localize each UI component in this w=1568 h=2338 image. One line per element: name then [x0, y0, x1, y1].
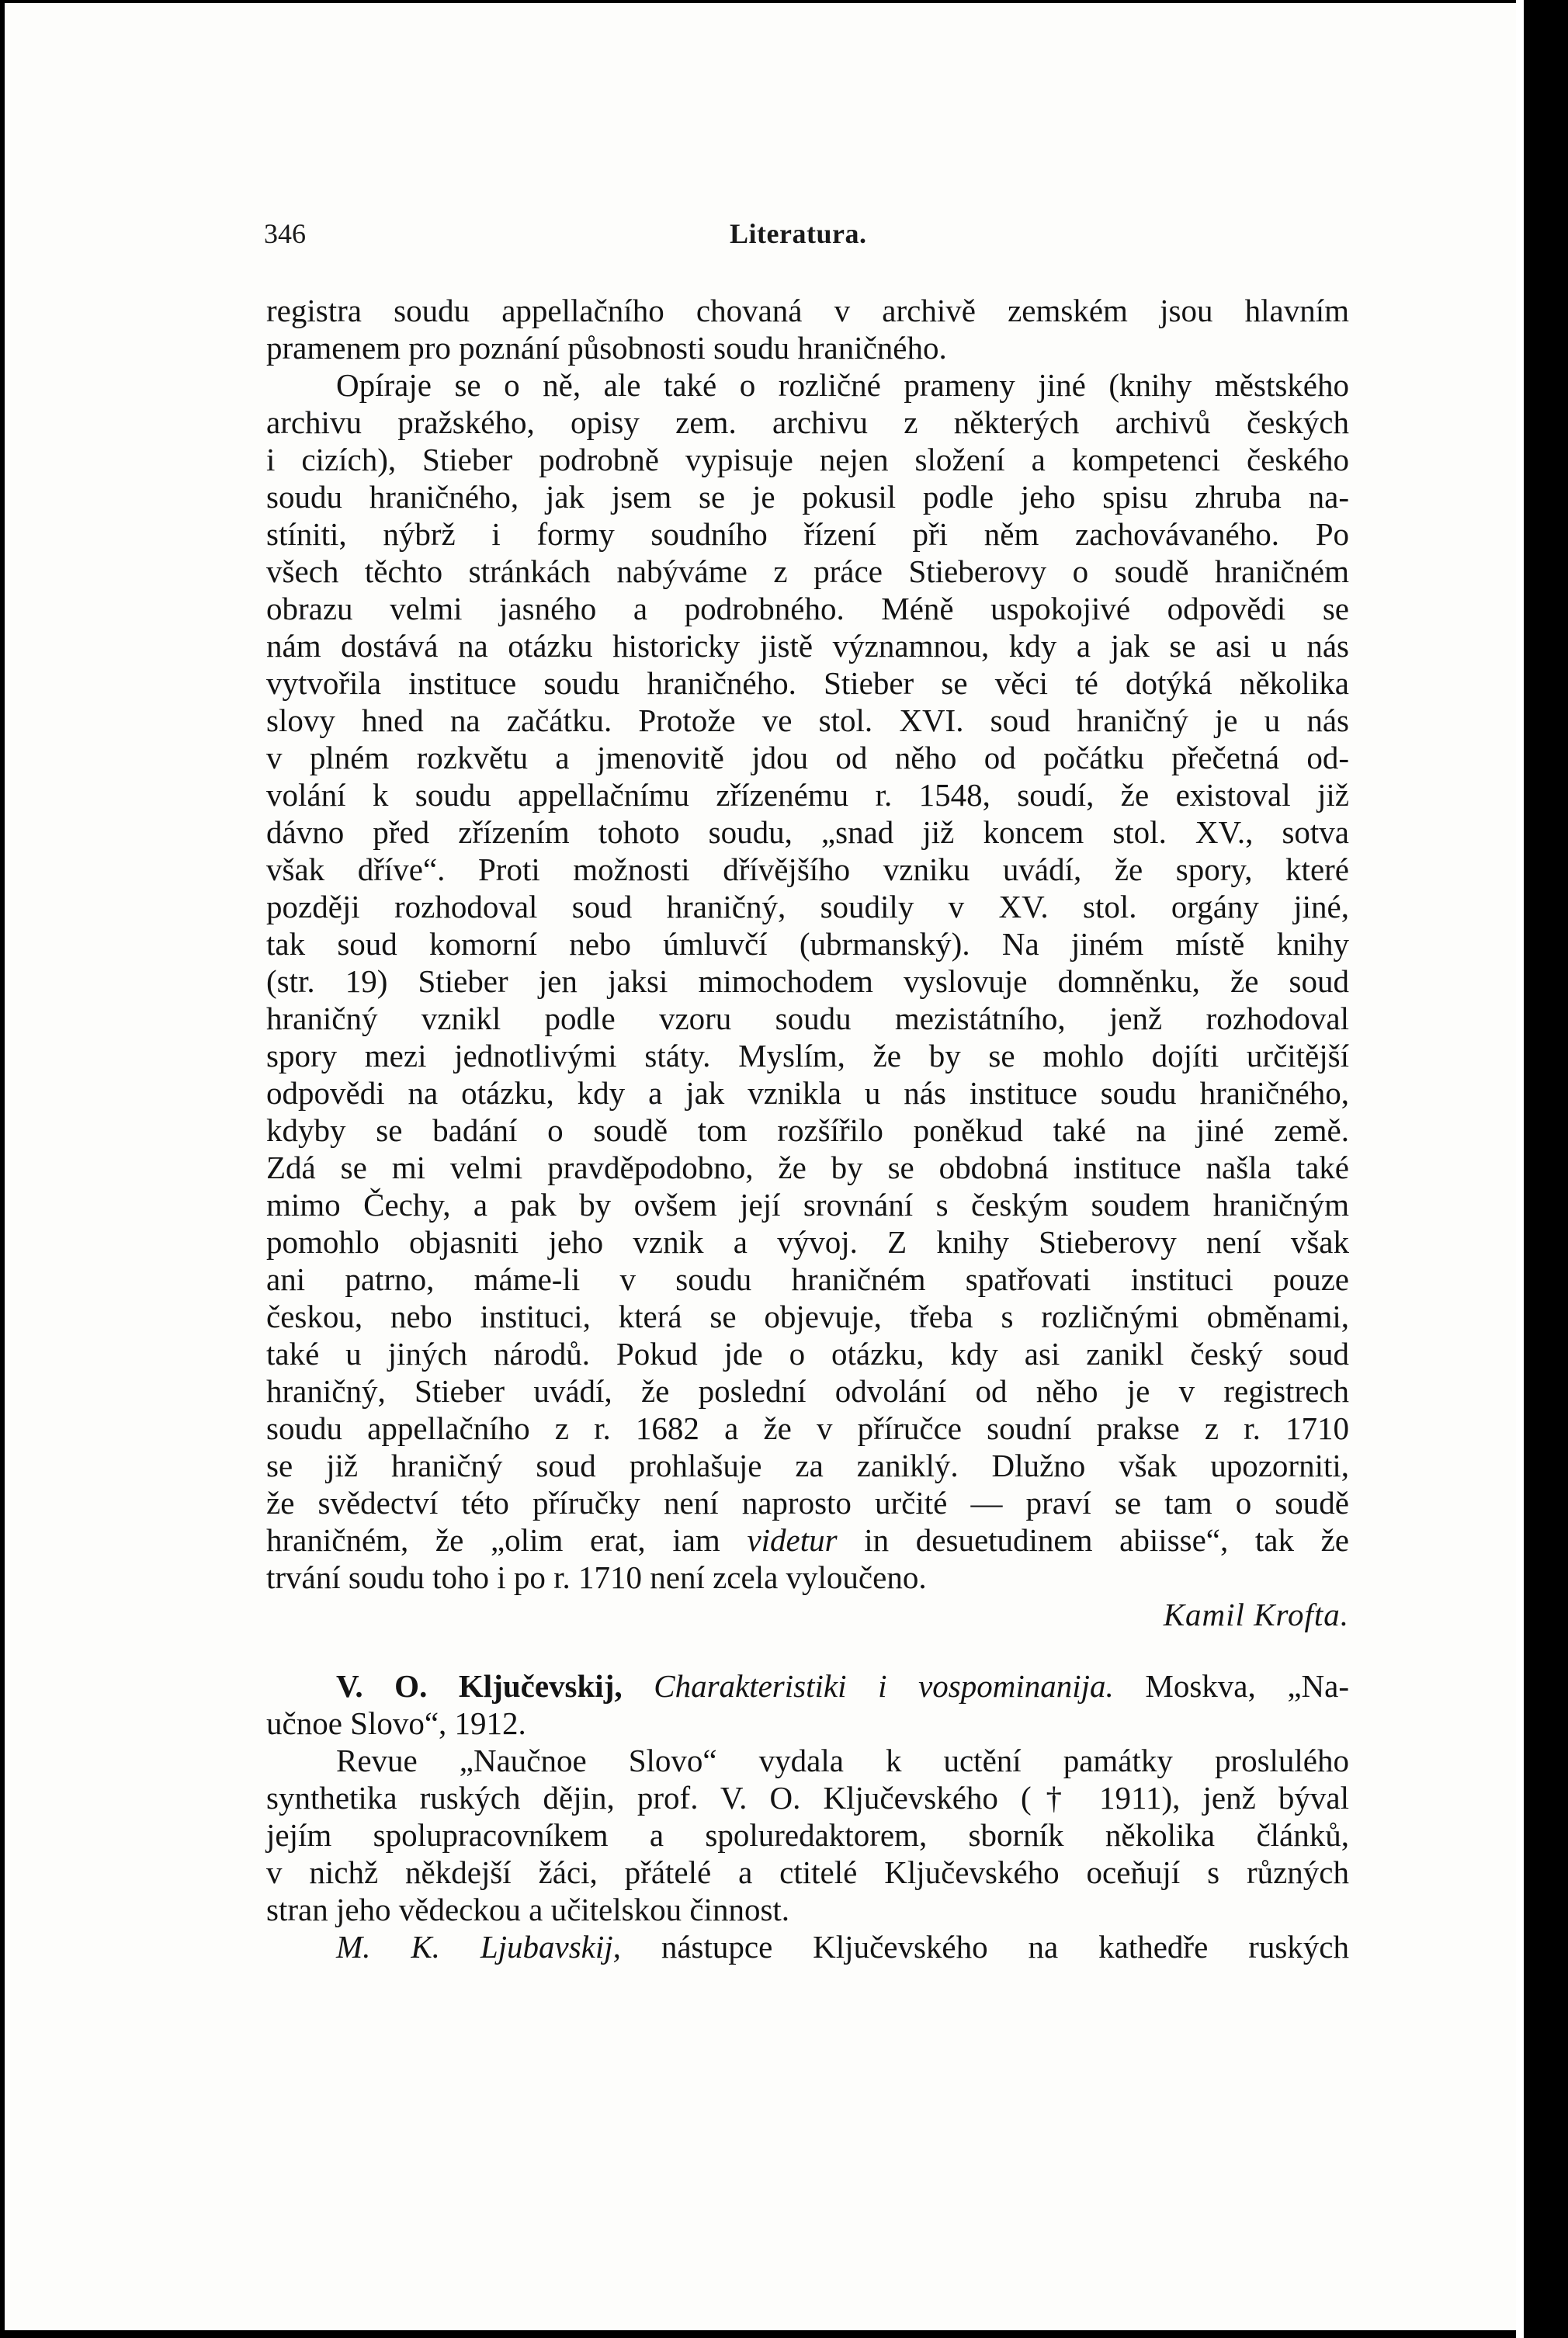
text-line: obrazu velmi jasného a podrobného. Méně uspokojivé odpovědi se — [266, 591, 1349, 626]
bibliographic-entry — [266, 1667, 1349, 1705]
text-line: v nichž někdejší žáci, přátelé a ctitelé Ključevského oceňují s různých — [266, 1854, 1349, 1890]
section-title: Literatura. — [730, 218, 867, 249]
text-line: českou, nebo instituci, která se objevuje, třeba s rozličnými obměnami, — [266, 1299, 1349, 1334]
text-line: dávno před zřízením tohoto soudu, „snad již koncem stol. XV., sotva — [266, 814, 1349, 850]
text-fragment: nástupce Ključevského na kathedře ruských — [661, 1929, 1350, 1965]
text-line: že svědectví této příručky není naprosto určité — praví se tam o soudě — [266, 1485, 1349, 1521]
text-line: však dříve“. Proti možnosti dřívějšího vzniku uvádí, že spory, které — [266, 852, 1349, 887]
bibliographic-entry-cont: učnoe Slovo“, 1912. — [266, 1705, 526, 1741]
cited-author: M. K. Ljubavskij, — [336, 1929, 621, 1965]
running-head — [264, 217, 1351, 264]
text-line: synthetika ruských dějin, prof. V. O. Ključevského († 1911), jenž býval — [266, 1780, 1349, 1816]
text-line: hraničný, Stieber uvádí, že poslední odvolání od něho je v registrech — [266, 1373, 1349, 1409]
text-line: spory mezi jednotlivými státy. Myslím, že by se mohlo dojíti určitější — [266, 1038, 1349, 1074]
text-line: stran jeho vědeckou a učitelskou činnost. — [266, 1892, 790, 1927]
latin-italic-word: videtur — [747, 1522, 838, 1558]
text-fragment: hraničném, že „olim erat, iam — [266, 1522, 748, 1558]
text-line: vytvořila instituce soudu hraničného. Stieber se věci té dotýká několika — [266, 665, 1349, 701]
text-line: také u jiných národů. Pokud jde o otázku, kdy asi zanikl český soud — [266, 1336, 1349, 1372]
section-gap — [266, 1633, 1349, 1667]
text-line — [266, 1928, 1349, 1965]
text-line: pomohlo objasniti jeho vznik a vývoj. Z knihy Stieberovy není však — [266, 1224, 1349, 1260]
text-line: trvání soudu toho i po r. 1710 není zcela vyloučeno. — [266, 1559, 927, 1595]
book-title: Charakteristiki i vospominanija. — [654, 1668, 1114, 1704]
text-line: později rozhodoval soud hraničný, soudily v XV. stol. orgány jiné, — [266, 889, 1349, 924]
text-line: jejím spolupracovníkem a spoluredaktorem, sborník několika článků, — [266, 1817, 1349, 1853]
text-line: slovy hned na začátku. Protože ve stol. XVI. soud hraničný je u nás — [266, 702, 1349, 738]
text-line: se již hraničný soud prohlašuje za zaniklý. Dlužno však upozorniti, — [266, 1448, 1349, 1483]
book-author: V. O. Ključevskij, — [336, 1668, 623, 1704]
text-line: ani patrno, máme-li v soudu hraničném spatřovati instituci pouze — [266, 1261, 1349, 1297]
text-line: tak soud komorní nebo úmluvčí (ubrmanský). Na jiném místě knihy — [266, 926, 1349, 962]
text-line: v plném rozkvětu a jmenovitě jdou od něho od počátku přečetná od- — [266, 740, 1349, 775]
text-line: Opíraje se o ně, ale také o rozličné prameny jiné (knihy městského — [336, 367, 1349, 403]
book-publisher: Moskva, „Na- — [1145, 1668, 1349, 1704]
text-line: archivu pražského, opisy zem. archivu z některých archivů českých — [266, 404, 1349, 440]
text-line: i cizích), Stieber podrobně vypisuje nejen složení a kompetenci českého — [266, 442, 1349, 477]
text-fragment: in desuetudinem abiisse“, tak že — [837, 1522, 1349, 1558]
text-line — [266, 1521, 1349, 1559]
text-line: registra soudu appellačního chovaná v archivě zemském jsou hlavním — [266, 293, 1349, 328]
text-line: odpovědi na otázku, kdy a jak vznikla u nás instituce soudu hraničného, — [266, 1075, 1349, 1111]
text-line: hraničný vznikl podle vzoru soudu mezistátního, jenž rozhodoval — [266, 1001, 1349, 1036]
text-line: stíniti, nýbrž i formy soudního řízení při něm zachovávaného. Po — [266, 516, 1349, 552]
page-body — [266, 292, 1349, 1965]
text-line: Revue „Naučnoe Slovo“ vydala k uctění památky proslulého — [336, 1743, 1349, 1778]
page-number: 346 — [264, 218, 306, 249]
text-line: nám dostává na otázku historicky jistě významnou, kdy a jak se asi u nás — [266, 628, 1349, 664]
text-line: kdyby se badání o soudě tom rozšířilo poněkud také na jiné země. — [266, 1112, 1349, 1148]
text-line: (str. 19) Stieber jen jaksi mimochodem vyslovuje domněnku, že soud — [266, 963, 1349, 999]
text-line: mimo Čechy, a pak by ovšem její srovnání s českým soudem hraničným — [266, 1187, 1349, 1223]
page-edge — [1516, 0, 1524, 2338]
text-line: soudu appellačního z r. 1682 a že v příručce soudní prakse z r. 1710 — [266, 1410, 1349, 1446]
text-line: pramenem pro poznání působnosti soudu hraničného. — [266, 330, 947, 366]
reviewer-signature: Kamil Krofta. — [1163, 1597, 1349, 1632]
text-line: Zdá se mi velmi pravděpodobno, že by se obdobná instituce našla také — [266, 1150, 1349, 1185]
text-line: všech těchto stránkách nabýváme z práce Stieberovy o soudě hraničném — [266, 553, 1349, 589]
text-line: soudu hraničného, jak jsem se je pokusil podle jeho spisu zhruba na- — [266, 479, 1349, 515]
text-line: volání k soudu appellačnímu zřízenému r. 1548, soudí, že existoval již — [266, 777, 1349, 813]
